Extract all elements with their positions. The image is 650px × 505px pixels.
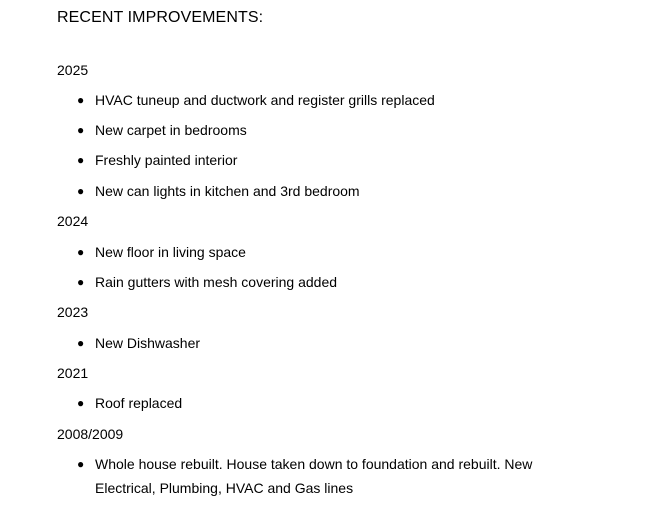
year-heading-2024: 2024: [57, 213, 89, 229]
list-item-text: New floor in living space: [95, 244, 246, 260]
list-item-text: Freshly painted interior: [95, 152, 238, 168]
year-heading-2023: 2023: [57, 304, 89, 320]
list-item-text: HVAC tuneup and ductwork and register grills replaced: [95, 92, 435, 108]
page-title: RECENT IMPROVEMENTS:: [57, 9, 264, 26]
bullet-icon: ●: [77, 396, 85, 410]
year-heading-2025: 2025: [57, 62, 89, 78]
bullet-icon: ●: [77, 457, 85, 471]
bullet-icon: ●: [77, 245, 85, 259]
year-heading-2008-2009: 2008/2009: [57, 426, 124, 442]
list-item-text: New Dishwasher: [95, 335, 201, 351]
list-item-text: Roof replaced: [95, 395, 183, 411]
year-heading-2021: 2021: [57, 365, 89, 381]
bullet-icon: ●: [77, 336, 85, 350]
list-item-text: Rain gutters with mesh covering added: [95, 274, 338, 290]
bullet-icon: ●: [77, 153, 85, 167]
bullet-icon: ●: [77, 275, 85, 289]
bullet-icon: ●: [77, 184, 85, 198]
list-item-text: New carpet in bedrooms: [95, 122, 247, 138]
list-item-text: New can lights in kitchen and 3rd bedroom: [95, 183, 360, 199]
bullet-icon: ●: [77, 93, 85, 107]
list-item-text: Whole house rebuilt. House taken down to foundation and rebuilt. New Electrical, Plumbing, HVAC and Gas lines: [95, 456, 533, 496]
bullet-icon: ●: [77, 123, 85, 137]
